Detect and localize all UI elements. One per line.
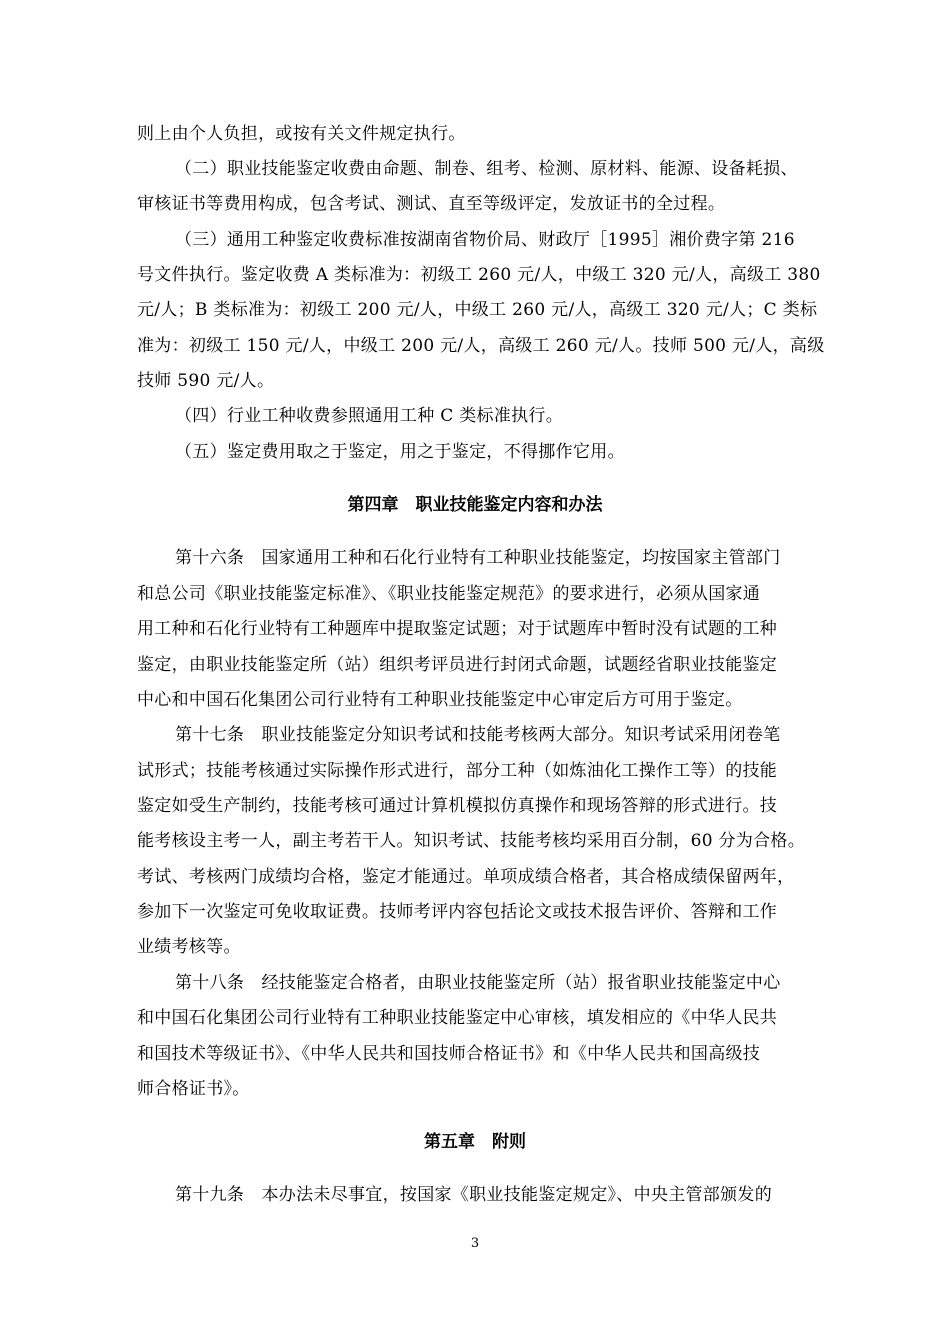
text-line: 第十六条 国家通用工种和石化行业特有工种职业技能鉴定，均按国家主管部门 xyxy=(175,548,781,568)
page-number: 3 xyxy=(470,1236,480,1251)
text-line: 第十七条 职业技能鉴定分知识考试和技能考核两大部分。知识考试采用闭卷笔 xyxy=(175,725,781,745)
text-line: 考试、考核两门成绩均合格，鉴定才能通过。单项成绩合格者，其合格成绩保留两年， xyxy=(137,867,795,887)
text-line: （二）职业技能鉴定收费由命题、制卷、组考、检测、原材料、能源、设备耗损、 xyxy=(175,159,798,179)
text-line: 第十八条 经技能鉴定合格者，由职业技能鉴定所（站）报省职业技能鉴定中心 xyxy=(175,973,781,993)
text-line: 能考核设主考一人，副主考若干人。知识考试、技能考核均采用百分制，60 分为合格。 xyxy=(137,831,806,851)
text-line: 师合格证书》。 xyxy=(137,1079,250,1099)
text-line: 则上由个人负担，或按有关文件规定执行。 xyxy=(137,124,466,144)
text-line: 元/人；B 类标准为：初级工 200 元/人，中级工 260 元/人，高级工 320 元/人；C 类标 xyxy=(137,300,818,320)
text-line: 第十九条 本办法未尽事宜，按国家《职业技能鉴定规定》、中央主管部颁发的 xyxy=(175,1185,772,1205)
text-line: 鉴定，由职业技能鉴定所（站）组织考评员进行封闭式命题，试题经省职业技能鉴定 xyxy=(137,655,778,675)
text-line: （五）鉴定费用取之于鉴定，用之于鉴定，不得挪作它用。 xyxy=(175,442,625,462)
text-line: 和中国石化集团公司行业特有工种职业技能鉴定中心审核，填发相应的《中华人民共 xyxy=(137,1008,778,1028)
text-line: （四）行业工种收费参照通用工种 C 类标准执行。 xyxy=(175,406,564,426)
text-line: 用工种和石化行业特有工种题库中提取鉴定试题；对于试题库中暂时没有试题的工种 xyxy=(137,619,778,639)
text-line: 审核证书等费用构成，包含考试、测试、直至等级评定，发放证书的全过程。 xyxy=(137,194,726,214)
chapter-heading: 第五章 附则 xyxy=(424,1132,526,1152)
text-line: 参加下一次鉴定可免收取证费。技师考评内容包括论文或技术报告评价、答辩和工作 xyxy=(137,902,778,922)
text-line: 技师 590 元/人。 xyxy=(137,371,275,391)
text-line: 业绩考核等。 xyxy=(137,937,241,957)
text-line: 和国技术等级证书》、《中华人民共和国技师合格证书》和《中华人民共和国高级技 xyxy=(137,1044,761,1064)
text-line: 鉴定如受生产制约，技能考核可通过计算机模拟仿真操作和现场答辩的形式进行。技 xyxy=(137,796,778,816)
text-line: 号文件执行。鉴定收费 A 类标准为：初级工 260 元/人，中级工 320 元/人，高级工 380 xyxy=(137,265,821,285)
text-line: 中心和中国石化集团公司行业特有工种职业技能鉴定中心审定后方可用于鉴定。 xyxy=(137,690,743,710)
text-line: 准为：初级工 150 元/人，中级工 200 元/人，高级工 260 元/人。技师 500 元/人，高级 xyxy=(137,336,825,356)
text-line: 试形式；技能考核通过实际操作形式进行，部分工种（如炼油化工操作工等）的技能 xyxy=(137,761,778,781)
chapter-heading: 第四章 职业技能鉴定内容和办法 xyxy=(347,495,603,515)
text-line: （三）通用工种鉴定收费标准按湖南省物价局、财政厅［1995］湘价费字第 216 xyxy=(175,230,795,250)
text-line: 和总公司《职业技能鉴定标准》、《职业技能鉴定规范》的要求进行，必须从国家通 xyxy=(137,584,761,604)
